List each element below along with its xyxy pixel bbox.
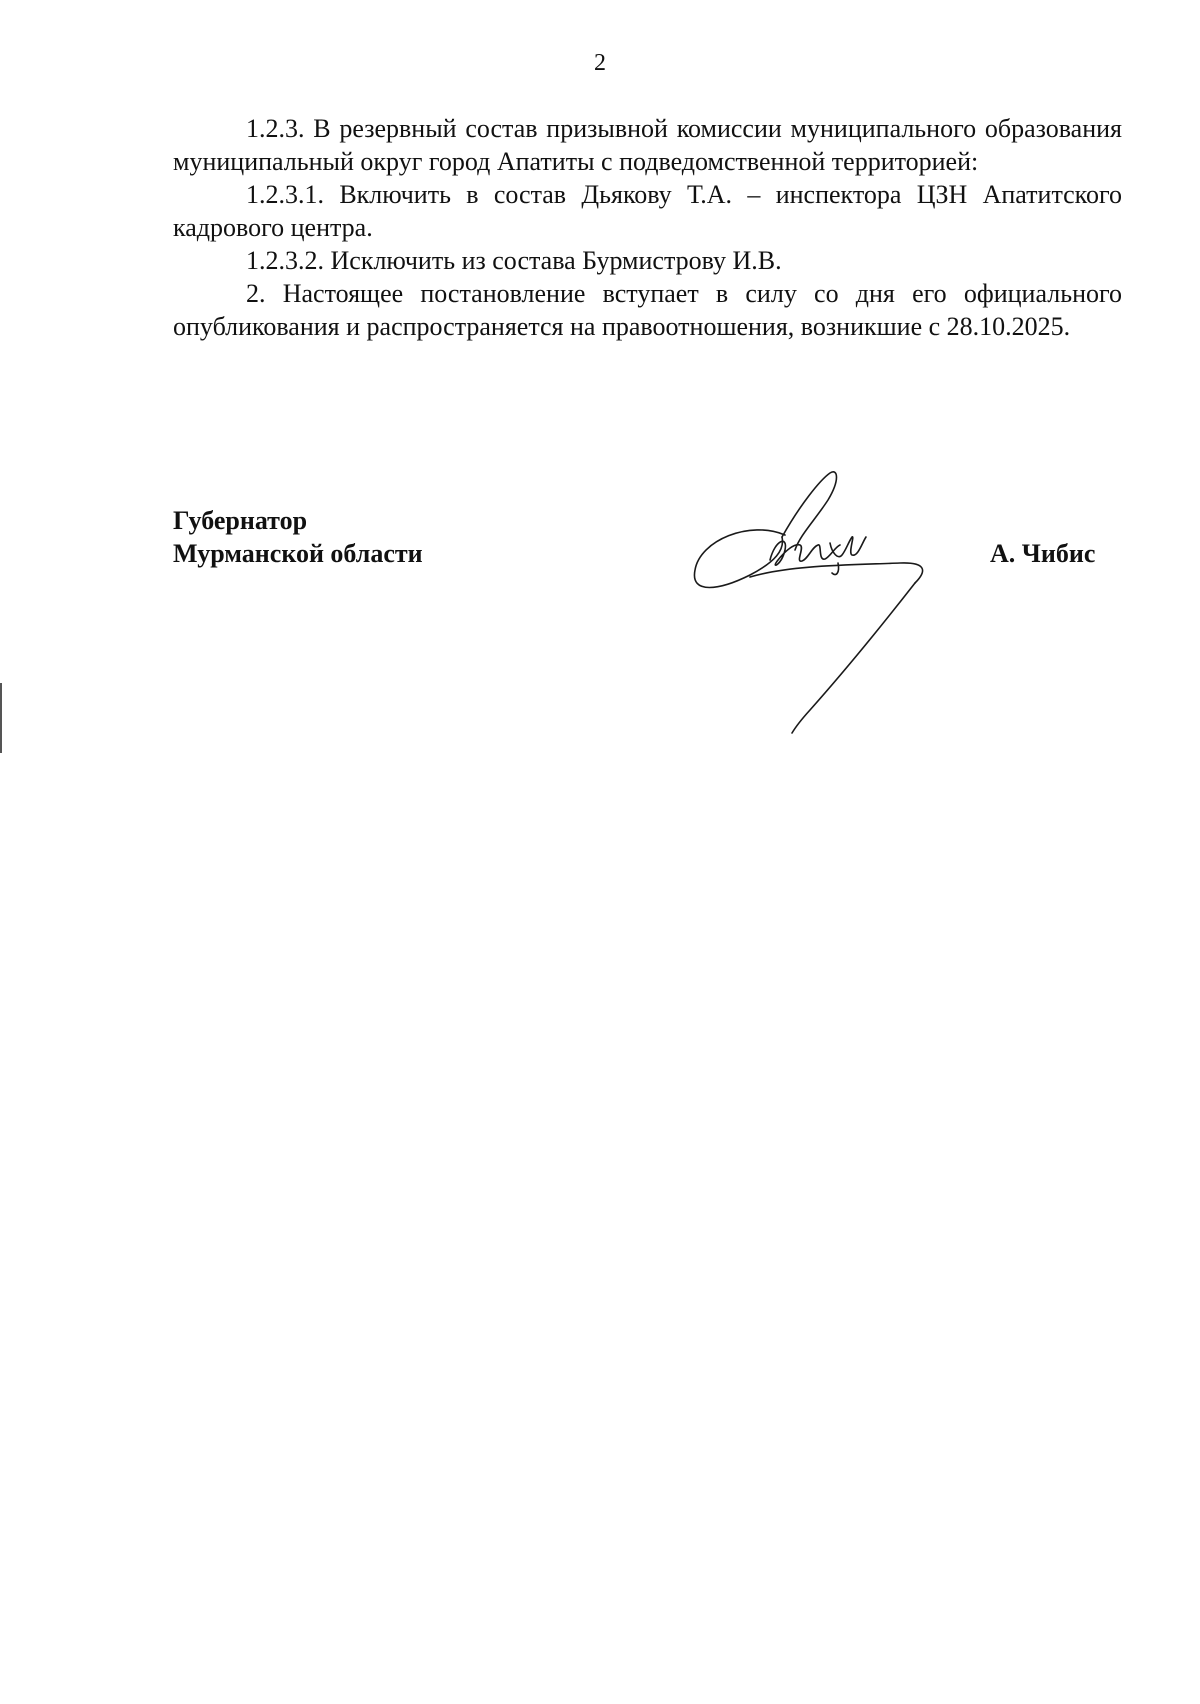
signatory-name: А. Чибис <box>990 539 1096 568</box>
page-number: 2 <box>594 50 606 76</box>
paragraph-2: 2. Настоящее постановление вступает в силу со дня его официального опубликования и распространяется на правоотношения, возникшие с 28.10.2025. <box>173 279 1122 341</box>
signatory-position-line1: Губернатор <box>173 506 308 535</box>
handwritten-signature <box>690 465 950 745</box>
paragraph-1-2-3: 1.2.3. В резервный состав призывной комиссии муниципального образования муниципальный округ город Апатиты с подведомственной территорией: <box>173 114 1122 176</box>
signatory-position <box>173 504 423 570</box>
paragraph-1-2-3-2: 1.2.3.2. Исключить из состава Бурмистрову И.В. <box>246 246 782 275</box>
scan-edge-mark <box>0 683 2 753</box>
signatory-position-line2: Мурманской области <box>173 539 423 568</box>
paragraph-1-2-3-1: 1.2.3.1. Включить в состав Дьякову Т.А. – инспектора ЦЗН Апатитского кадрового центра. <box>173 180 1122 242</box>
document-body <box>173 112 1122 343</box>
